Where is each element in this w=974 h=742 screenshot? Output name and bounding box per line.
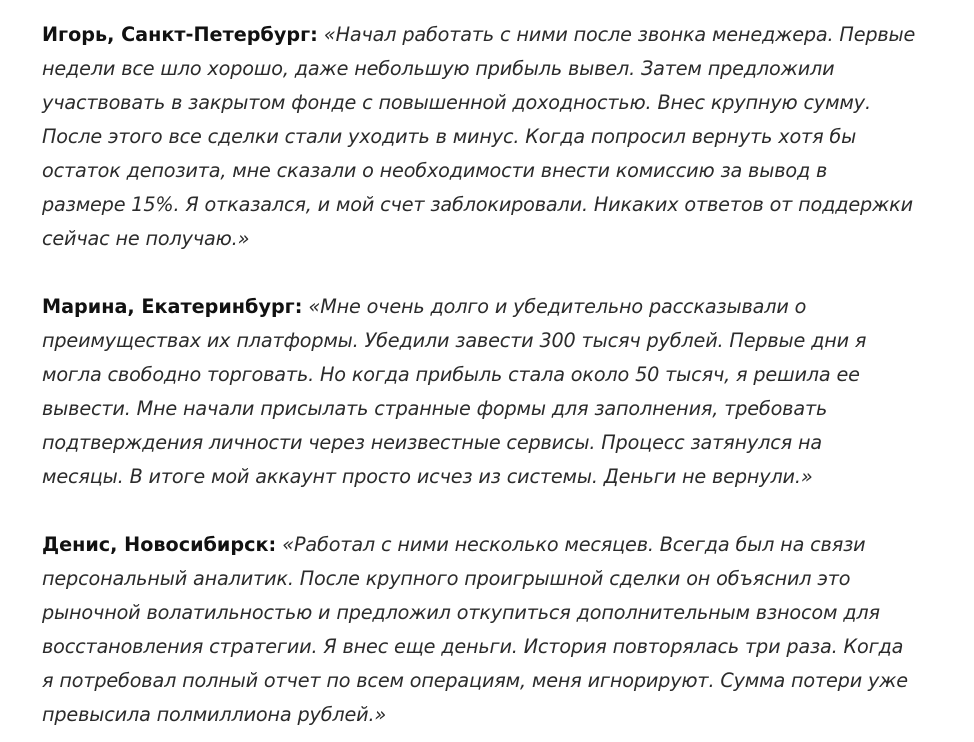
review-line [42, 290, 954, 324]
review-text: преимуществах их платформы. Убедили завести 300 тысяч рублей. Первые дни я [42, 329, 867, 352]
review-author: Денис, Новосибирск: [42, 533, 277, 556]
review-line [42, 528, 954, 562]
review-text: После этого все сделки стали уходить в минус. Когда попросил вернуть хотя бы [42, 125, 857, 148]
review-text: «Начал работать с ними после звонка менеджера. Первые [323, 23, 916, 46]
review-text: я потребовал полный отчет по всем операциям, меня игнорируют. Сумма потери уже [42, 669, 908, 692]
review-author: Игорь, Санкт-Петербург: [42, 23, 318, 46]
review-marina [42, 290, 954, 494]
review-text: недели все шло хорошо, даже небольшую прибыль вывел. Затем предложили [42, 57, 835, 80]
review-text: месяцы. В итоге мой аккаунт просто исчез из системы. Деньги не вернули.» [42, 465, 813, 488]
reviews-list [42, 18, 954, 732]
review-author: Марина, Екатеринбург: [42, 295, 303, 318]
review-text: размере 15%. Я отказался, и мой счет заблокировали. Никаких ответов от поддержки [42, 193, 913, 216]
review-text: остаток депозита, мне сказали о необходимости внести комиссию за вывод в [42, 159, 828, 182]
review-text: превысила полмиллиона рублей.» [42, 703, 387, 726]
review-text: рыночной волатильностью и предложил откупиться дополнительным взносом для [42, 601, 880, 624]
review-line [42, 18, 954, 52]
review-igor [42, 18, 954, 256]
review-text: участвовать в закрытом фонде с повышенной доходностью. Внес крупную сумму. [42, 91, 871, 114]
review-text: «Работал с ними несколько месяцев. Всегда был на связи [282, 533, 866, 556]
review-text: «Мне очень долго и убедительно рассказывали о [308, 295, 807, 318]
review-text: восстановления стратегии. Я внес еще деньги. История повторялась три раза. Когда [42, 635, 904, 658]
review-text: подтверждения личности через неизвестные сервисы. Процесс затянулся на [42, 431, 823, 454]
review-text: вывести. Мне начали присылать странные формы для заполнения, требовать [42, 397, 828, 420]
review-denis [42, 528, 954, 732]
review-text: сейчас не получаю.» [42, 227, 250, 250]
review-text: персональный аналитик. После крупного проигрышной сделки он объяснил это [42, 567, 851, 590]
review-text: могла свободно торговать. Но когда прибыль стала около 50 тысяч, я решила ее [42, 363, 860, 386]
